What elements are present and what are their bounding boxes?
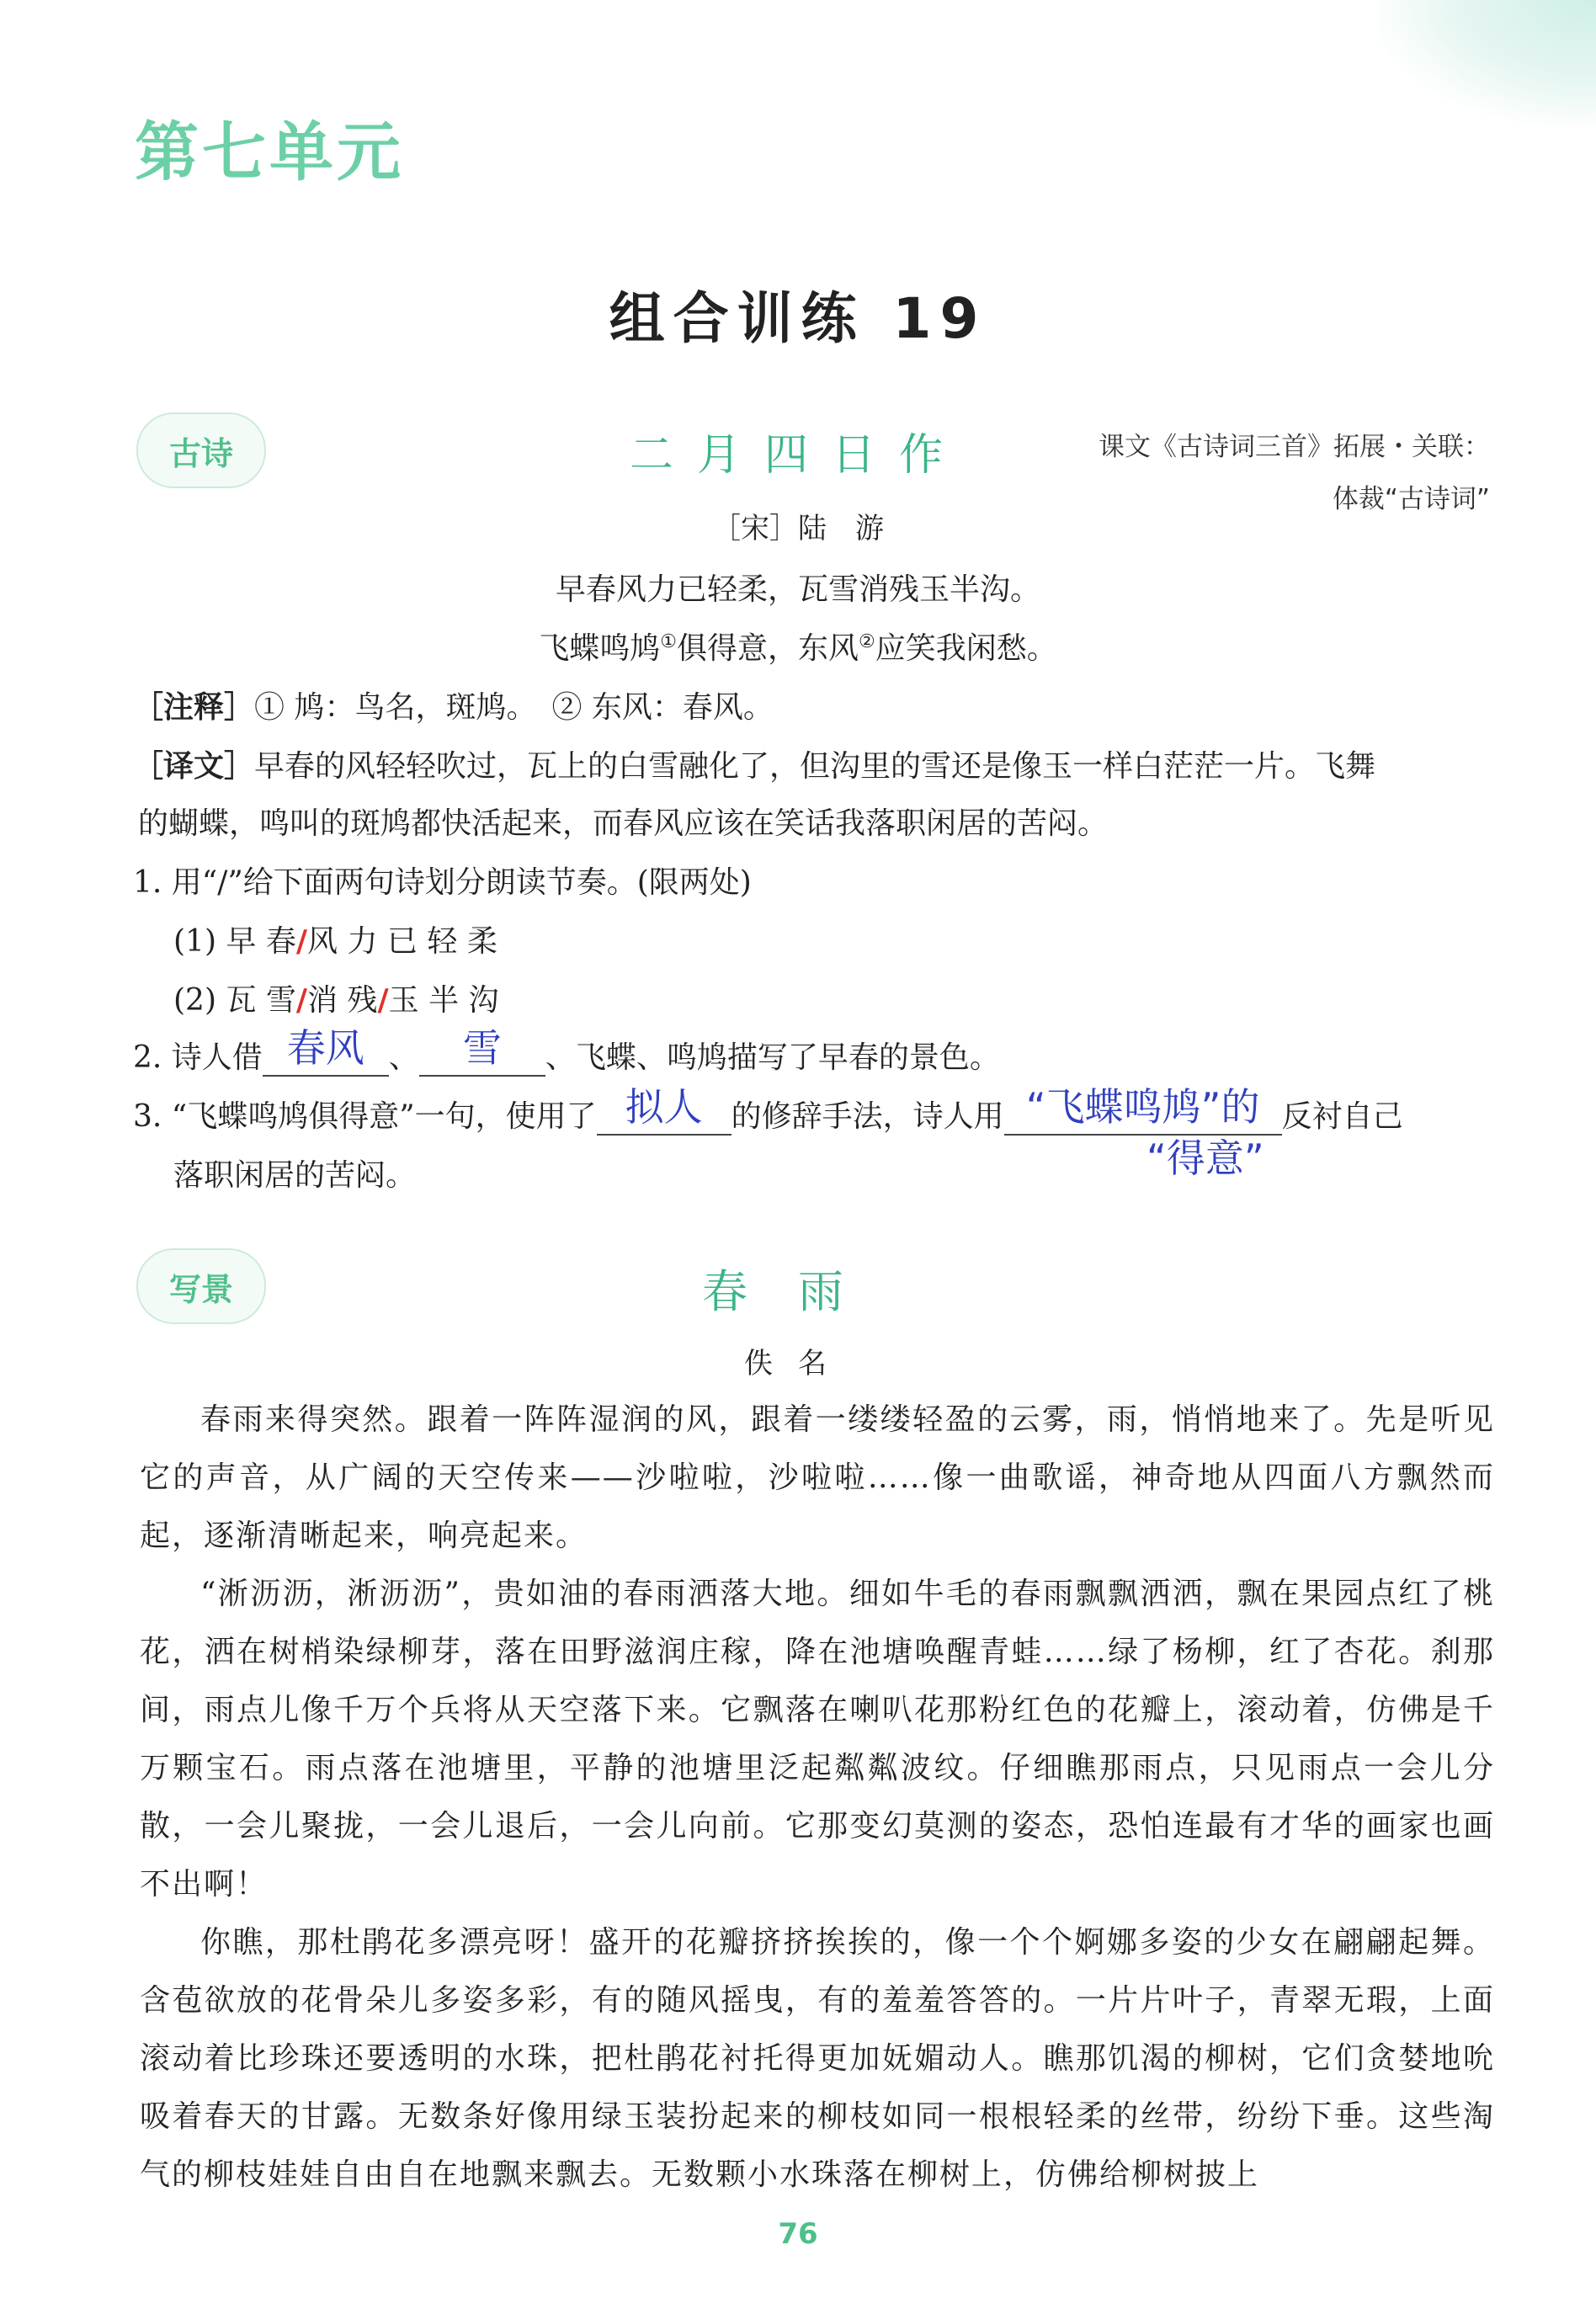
page-title: 组合训练 19	[609, 286, 987, 351]
answer-1: 春风	[286, 1025, 364, 1071]
relation-line-2: 体裁“古诗词”	[1332, 484, 1490, 514]
unit-title: 第七单元	[135, 114, 404, 189]
rhythm-slash-2: /	[295, 983, 308, 1018]
poem-verse-2: 飞蝶鸣鸠①俱得意，东风②应笑我闲愁。	[539, 631, 1057, 666]
article-paragraph-1: 春雨来得突然。跟着一阵阵湿润的风，跟着一缕缕轻盈的云雾，雨，悄悄地来了。先是听见它的声音，从广阔的天空传来——沙啦啦，沙啦啦……像一曲歌谣，神奇地从四面八方飘然而起，逐渐清晰起来，响亮起来。	[140, 1402, 1495, 1553]
translation-line-2: 的蝴蝶，鸣叫的斑鸠都快活起来，而春风应该在笑话我落职闲居的苦闷。	[138, 806, 1109, 841]
answer-blank-3	[597, 1084, 732, 1136]
poem-verse-1: 早春风力已轻柔，瓦雪消残玉半沟。	[555, 572, 1040, 607]
translation-line-1: ［译文］早春的风轻轻吹过，瓦上的白雪融化了，但沟里的雪还是像玉一样白茫茫一片。飞舞	[133, 749, 1376, 784]
notes	[133, 684, 774, 726]
question-1-line-2: (2) 瓦 雪/消 残/玉 半 沟	[173, 983, 499, 1018]
footnote-mark-1: ①	[660, 631, 677, 652]
poem-title: 二月四日作	[629, 430, 966, 481]
article-author: 佚名	[744, 1347, 852, 1380]
article-title: 春雨	[702, 1265, 894, 1318]
translation-label: ［译文］	[133, 749, 255, 784]
answer-2: 雪	[462, 1025, 502, 1071]
question-2: 2. 诗人借 春风 、 雪 、飞蝶、鸣鸠描写了早春的景色。	[133, 1034, 1000, 1077]
question-1-line-1: (1) 早 春/风 力 已 轻 柔	[173, 924, 497, 959]
question-3: 3. “飞蝶鸣鸠俱得意”一句，使用了 拟人 的修辞手法，诗人用 “飞蝶鸣鸠”的 反衬自己	[133, 1093, 1403, 1136]
article-paragraph-2: “淅沥沥，淅沥沥”，贵如油的春雨洒落大地。细如牛毛的春雨飘飘洒洒，飘在果园点红了桃花，洒在树梢染绿柳芽，落在田野滋润庄稼，降在池塘唤醒青蛙……绿了杨柳，红了杏花。刹那间，雨点儿像千万个兵将从天空落下来。它飘落在喇叭花那粉红色的花瓣上，滚动着，仿佛是千万颗宝石。雨点落在池塘里，平静的池塘里泛起粼粼波纹。仔细瞧那雨点，只见雨点一会儿分散，一会儿聚拢，一会儿退后，一会儿向前。它那变幻莫测的姿态，恐怕连最有才华的画家也画不出啊！	[140, 1577, 1495, 1902]
section-tag-scenery: 写景	[136, 1248, 266, 1324]
answer-4-line-1: “飞蝶鸣鸠”的	[1025, 1084, 1260, 1130]
answer-blank-1	[263, 1025, 389, 1077]
question-1: 1. 用“/”给下面两句诗划分朗读节奏。(限两处)	[133, 865, 752, 900]
answer-blank-2	[419, 1025, 545, 1077]
notes-label: ［注释］	[133, 690, 255, 725]
corner-decoration	[1377, 0, 1596, 126]
section-tag-poem: 古诗	[136, 412, 266, 488]
relation-line-1: 课文《古诗词三首》拓展・关联：	[1099, 432, 1490, 462]
footnote-mark-2: ②	[859, 631, 875, 652]
article-paragraph-3: 你瞧，那杜鹃花多漂亮呀！盛开的花瓣挤挤挨挨的，像一个个婀娜多姿的少女在翩翩起舞。含苞欲放的花骨朵儿多姿多彩，有的随风摇曳，有的羞羞答答的。一片片叶子，青翠无瑕，上面滚动着比珍珠还要透明的水珠，把杜鹃花衬托得更加妩媚动人。瞧那饥渴的柳树，它们贪婪地吮吸着春天的甘露。无数条好像用绿玉装扮起来的柳枝如同一根根轻柔的丝带，纷纷下垂。这些淘气的柳枝娃娃自由自在地飘来飘去。无数颗小水珠落在柳树上，仿佛给柳树披上	[140, 1925, 1495, 2192]
notes-text: ① 鸠：鸟名，斑鸠。 ② 东风：春风。	[254, 690, 774, 725]
answer-4-line-2: “得意”	[1146, 1136, 1264, 1181]
poem-author: ［宋］陆 游	[712, 512, 884, 545]
answer-3: 拟人	[625, 1084, 703, 1130]
rhythm-slash-3: /	[377, 983, 389, 1018]
page-number: 76	[778, 2217, 818, 2251]
rhythm-slash-1: /	[295, 924, 308, 959]
question-3-continued: 落职闲居的苦闷。	[173, 1158, 417, 1193]
